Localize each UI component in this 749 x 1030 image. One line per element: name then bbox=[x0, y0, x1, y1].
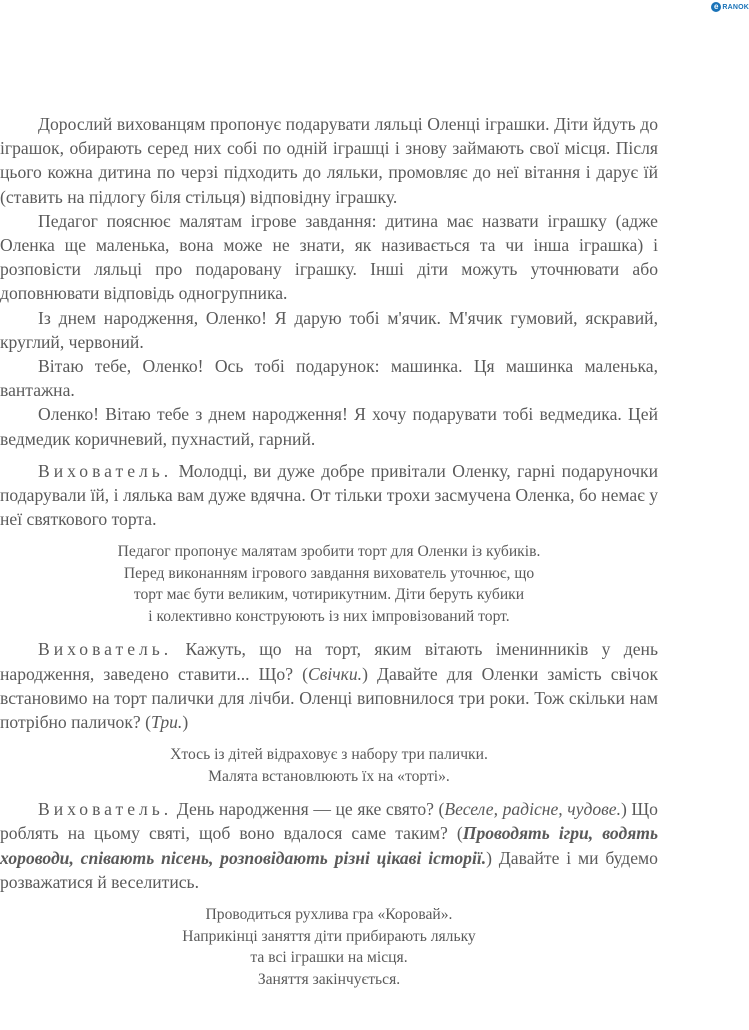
note-line: і колективно конструюють із них імпровізований торт. bbox=[148, 607, 510, 625]
child-answer: Три. bbox=[150, 712, 183, 733]
speech-text: ) Що роблять на цьому святі, щоб воно вдалося саме таким? ( bbox=[0, 799, 658, 844]
paragraph-task-explanation: Педагог пояснює малятам ігрове завдання: дитина має назвати іграшку (адже Оленка ще маленька, вона може не знати, як називається та чи інша іграшка) і розповісти ляльці про подаровану іграшку. Інші діти можуть уточнювати або доповнювати відповідь одногрупника. bbox=[0, 210, 658, 304]
stage-direction-cake bbox=[0, 541, 658, 627]
note-line: Малята встановлюють їх на «торті». bbox=[208, 767, 450, 785]
speech-text: ) Давайте і ми будемо розважатися й веселитись. bbox=[0, 847, 658, 892]
note-line: Перед виконанням ігрового завдання вихователь уточнює, що bbox=[123, 564, 535, 582]
teacher-speech-1 bbox=[0, 459, 658, 532]
speech-text: Молодці, ви дуже добре привітали Оленку, гарні подаруночки подарували їй, і лялька вам дуже вдячна. От тільки трохи засмучена Оленка, бо немає у неї святкового торта. bbox=[0, 460, 658, 530]
teacher-speech-2 bbox=[0, 637, 658, 734]
note-line: Проводиться рухлива гра «Коровай». bbox=[205, 906, 453, 924]
paragraph-gifts-intro: Дорослий вихованцям пропонує подарувати ляльці Оленці іграшки. Діти йдуть до іграшок, обирають серед них собі по одній іграшці і знову займають свої місця. Після цього кожна дитина по черзі підходить до ляльки, промовляє до неї вітання і дарує їй (ставить на підлогу біля стільця) відповідну іграшку. bbox=[0, 114, 658, 207]
child-answer: Веселе, радісне, чудове. bbox=[444, 799, 621, 820]
child-answer: Свічки. bbox=[307, 663, 363, 684]
note-line: Наприкінці заняття діти прибирають ляльку bbox=[182, 927, 476, 945]
paragraph-example-ball: Із днем народження, Оленко! Я дарую тобі м'ячик. М'ячик гумовий, яскравий, круглий, червоний. bbox=[0, 307, 658, 352]
speech-text: ) bbox=[182, 712, 189, 733]
note-line: Педагог пропонує малятам зробити торт для Оленки із кубиків. bbox=[117, 543, 541, 561]
speech-text: Кажуть, що на торт, яким вітають іменинників у день народження, заведено ставити... Що? ( bbox=[0, 639, 658, 684]
child-answer: Проводять ігри, водять хороводи, співають пісень, розповідають різні цікаві історії. bbox=[0, 823, 658, 868]
paragraph-example-car: Вітаю тебе, Оленко! Ось тобі подарунок: машинка. Ця машинка маленька, вантажна. bbox=[0, 356, 658, 401]
page-content bbox=[0, 112, 658, 1000]
teacher-speech-3 bbox=[0, 797, 658, 894]
publisher-logo bbox=[711, 2, 749, 12]
logo-e-icon: e bbox=[711, 2, 721, 12]
note-line: торт має бути великим, чотирикутним. Діти беруть кубики bbox=[133, 586, 525, 604]
note-line: Заняття закінчується. bbox=[257, 970, 401, 988]
note-line: та всі іграшки на місця. bbox=[250, 949, 408, 967]
paragraph-example-bear: Оленко! Вітаю тебе з днем народження! Я хочу подарувати тобі ведмедика. Цей ведмедик коричневий, пухнастий, гарний. bbox=[0, 404, 658, 449]
speaker-label: Вихователь. bbox=[38, 799, 173, 820]
speech-text: День народження — це яке свято? ( bbox=[172, 799, 445, 820]
speaker-label: Вихователь. bbox=[38, 639, 173, 660]
stage-direction-ending bbox=[0, 904, 658, 990]
logo-text: RANOK bbox=[722, 3, 749, 11]
stage-direction-sticks bbox=[0, 744, 658, 787]
speech-text: ) Давайте для Оленки замість свічок встановимо на торт палички для лічби. Оленці виповнилося три роки. Тож скільки нам потрібно паличок? ( bbox=[0, 663, 658, 733]
speaker-label: Вихователь. bbox=[38, 460, 173, 481]
note-line: Хтось із дітей відраховує з набору три палички. bbox=[170, 746, 488, 764]
